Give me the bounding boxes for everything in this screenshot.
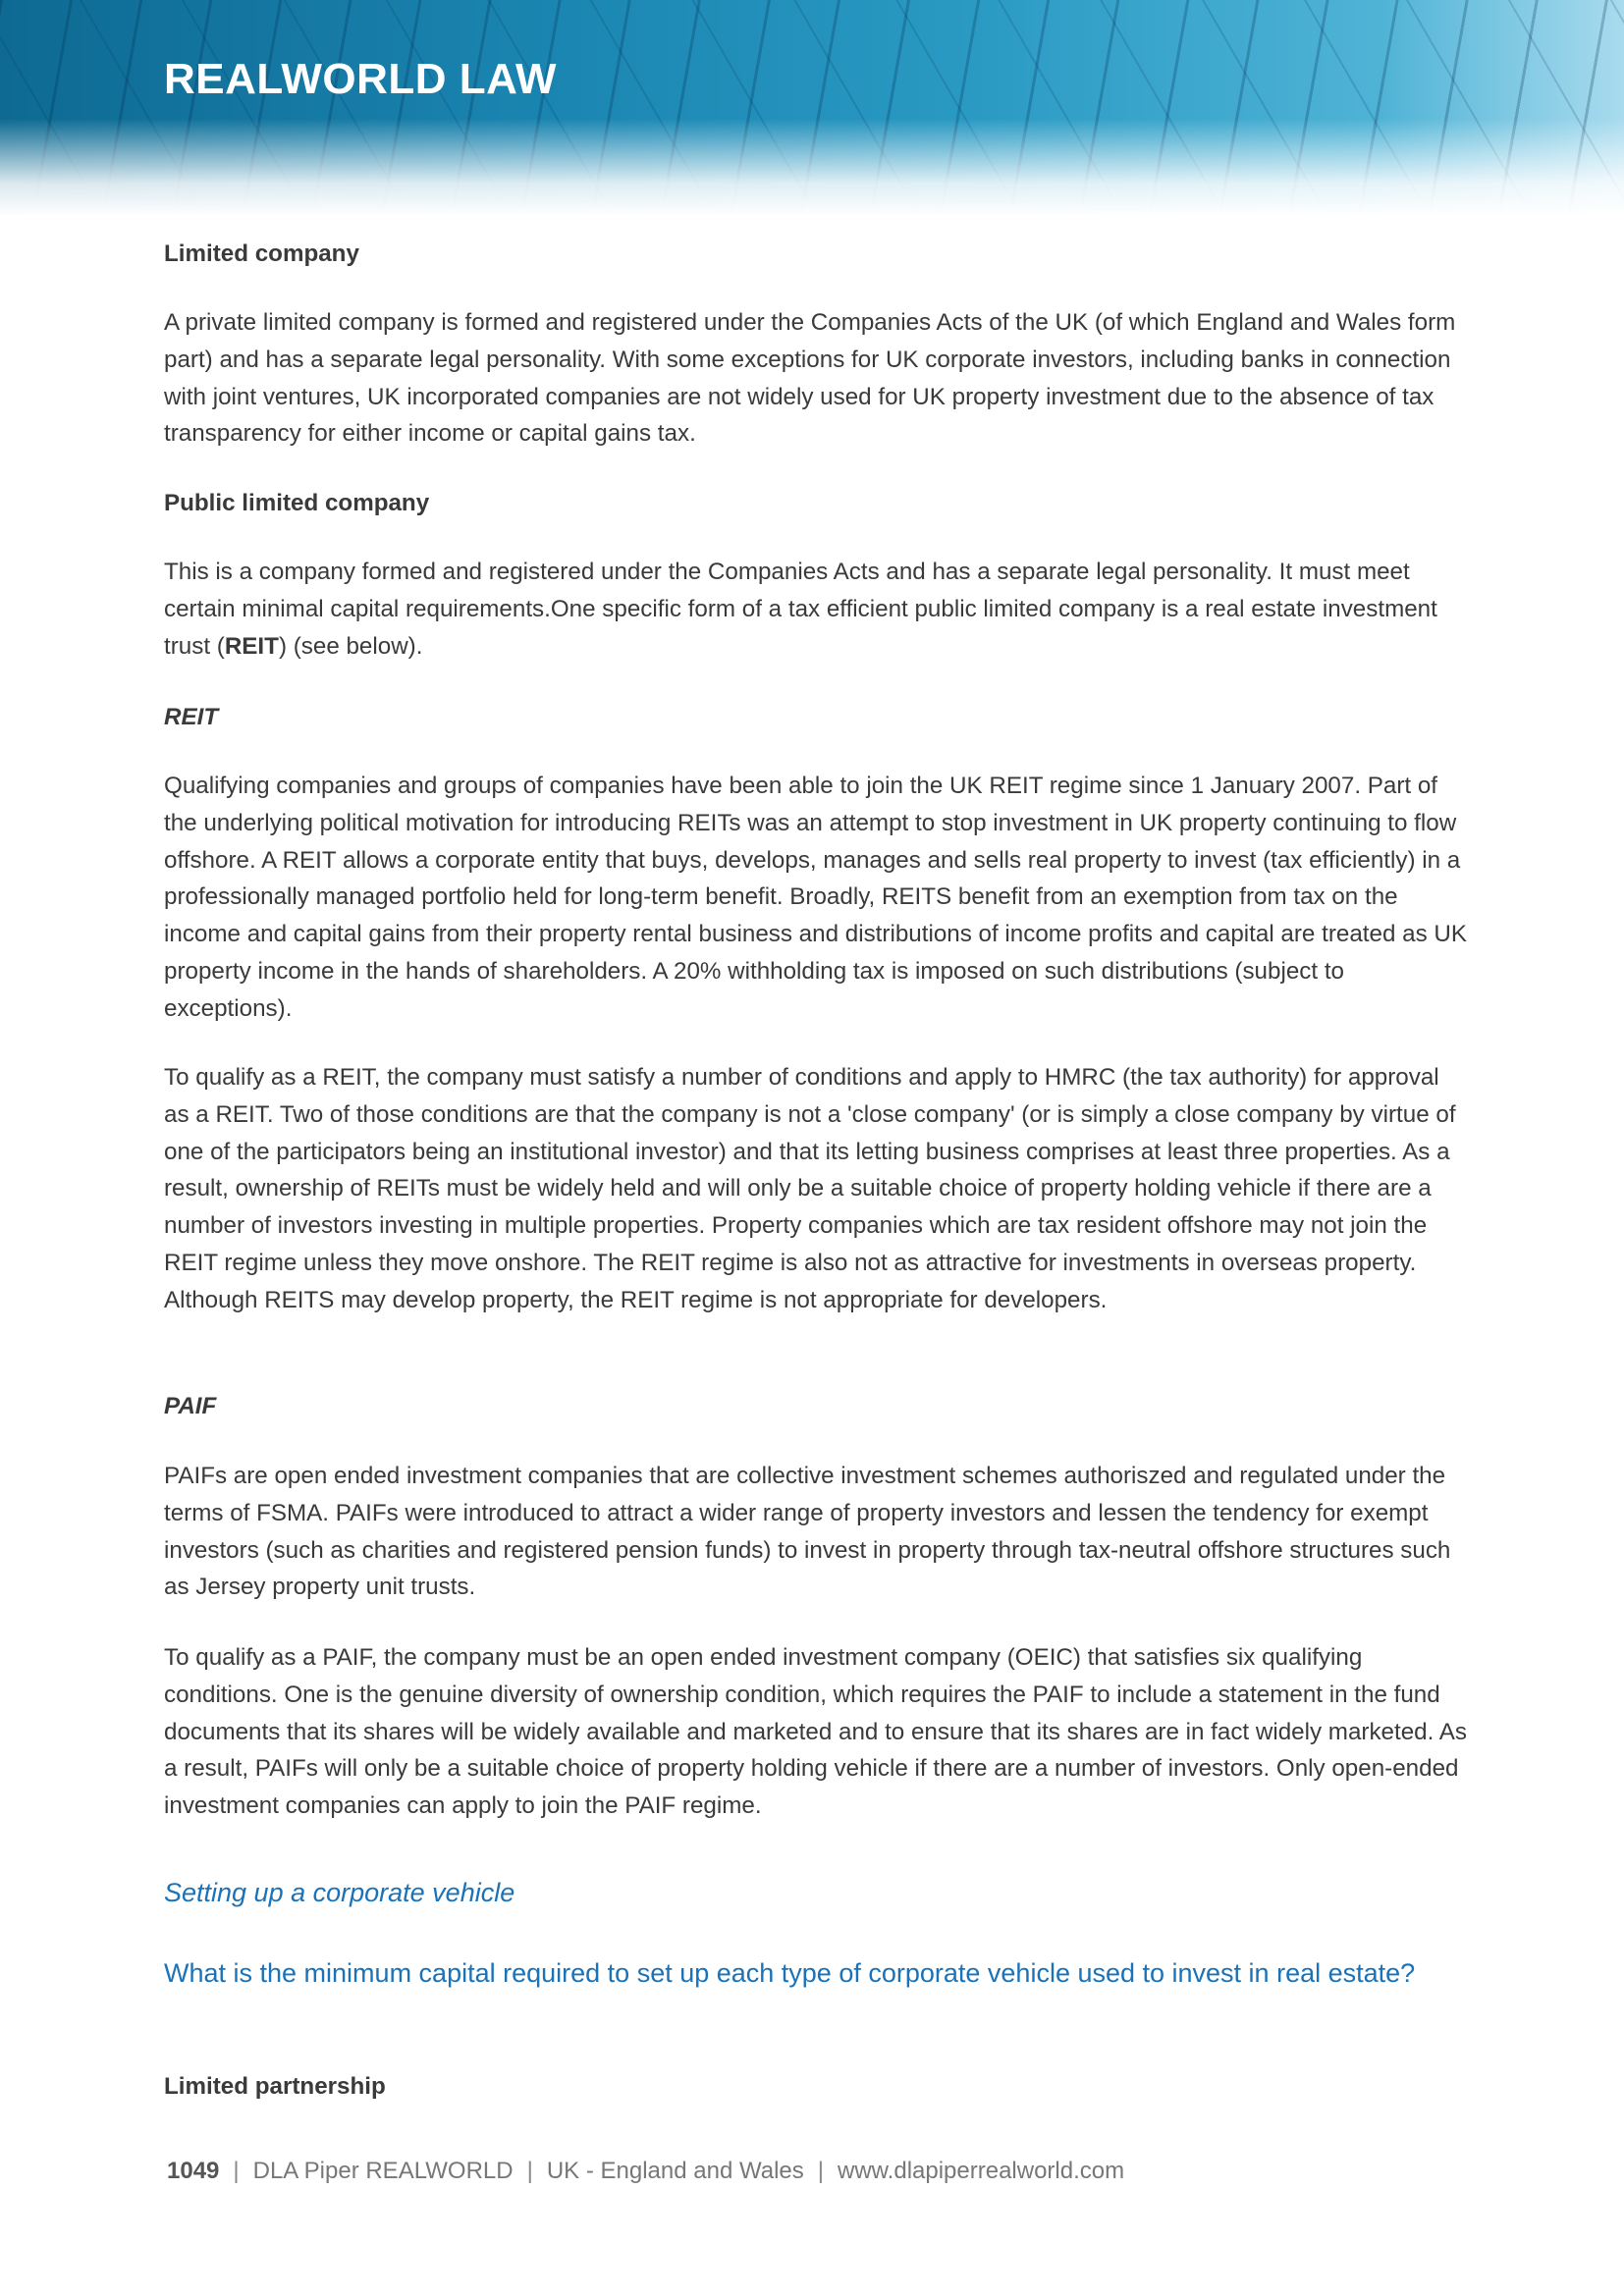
question-minimum-capital: What is the minimum capital required to set up each type of corporate vehicle used to invest in real estate? bbox=[164, 1958, 1416, 1988]
plc-reit-term: REIT bbox=[224, 632, 279, 660]
heading-setting-up: Setting up a corporate vehicle bbox=[164, 1878, 515, 1907]
paragraph-reit-2: To qualify as a REIT, the company must satisfy a number of conditions and apply to HMRC (the tax authority) for approval as a REIT. Two of those conditions are that the company is not a 'close company' (or is simply a close company by virtue of one of the participators being an institutional investor) and that its letting business comprises at least three properties. As a result, ownership of REITs must be widely held and will only be a suitable choice of property holding vehicle if there are a number of investors investing in multiple properties. Property companies which are tax resident offshore may not join the REIT regime unless they move onshore. The REIT regime is also not as attractive for investments in overseas property. Although REITS may develop property, the REIT regime is not appropriate for developers. bbox=[164, 1064, 1456, 1313]
plc-text-end: ) (see below). bbox=[278, 632, 423, 660]
divider: | bbox=[817, 2158, 824, 2184]
footer-jurisdiction: UK - England and Wales bbox=[546, 2158, 804, 2184]
header-banner bbox=[0, 0, 1624, 216]
footer bbox=[167, 2158, 1124, 2185]
heading-reit: REIT bbox=[164, 704, 219, 730]
divider: | bbox=[233, 2158, 240, 2184]
heading-limited-partnership: Limited partnership bbox=[164, 2073, 386, 2100]
brand-title: REALWORLD LAW bbox=[164, 55, 558, 103]
heading-limited-company: Limited company bbox=[164, 240, 359, 267]
footer-publisher: DLA Piper REALWORLD bbox=[252, 2158, 514, 2184]
paragraph-reit-1: Qualifying companies and groups of companies have been able to join the UK REIT regime since 1 January 2007. Part of the underlying political motivation for introducing REITs was an attempt to stop investment in UK property continuing to flow offshore. A REIT allows a corporate entity that buys, develops, manages and sells real property to invest (tax efficiently) in a professionally managed portfolio held for long-term benefit. Broadly, REITS benefit from an exemption from tax on the income and capital gains from their property rental business and distributions of income profits and capital are treated as UK property income in the hands of shareholders. A 20% withholding tax is imposed on such distributions (subject to exceptions). bbox=[164, 773, 1467, 1022]
footer-url[interactable]: www.dlapiperrealworld.com bbox=[838, 2158, 1125, 2184]
heading-paif: PAIF bbox=[164, 1393, 217, 1419]
page-number: 1049 bbox=[167, 2158, 220, 2184]
plc-text: This is a company formed and registered under the Companies Acts and has a separate legal personality. It must meet certain minimal capital requirements.One specific form of a tax efficient public limited company is a real estate investment trust ( bbox=[164, 559, 1437, 660]
paragraph-paif-2: To qualify as a PAIF, the company must be an open ended investment company (OEIC) that satisfies six qualifying conditions. One is the genuine diversity of ownership condition, which requires the PAIF to include a statement in the fund documents that its shares will be widely available and marketed and to ensure that its shares are in fact widely marketed. As a result, PAIFs will only be a suitable choice of property holding vehicle if there are a number of investors. Only open-ended investment companies can apply to join the PAIF regime. bbox=[164, 1644, 1467, 1820]
paragraph-limited-company: A private limited company is formed and registered under the Companies Acts of the UK (of which England and Wales form part) and has a separate legal personality. With some exceptions for UK corporate investors, including banks in connection with joint ventures, UK incorporated companies are not widely used for UK property investment due to the absence of tax transparency for either income or capital gains tax. bbox=[164, 309, 1456, 448]
paragraph-plc bbox=[164, 554, 1470, 665]
paragraph-paif-1: PAIFs are open ended investment companies that are collective investment schemes authoriszed and regulated under the terms of FSMA. PAIFs were introduced to attract a wider range of property investors and lessen the tendency for exempt investors (such as charities and registered pension funds) to invest in property through tax-neutral offshore structures such as Jersey property unit trusts. bbox=[164, 1463, 1451, 1601]
divider: | bbox=[526, 2158, 533, 2184]
heading-plc: Public limited company bbox=[164, 490, 430, 516]
